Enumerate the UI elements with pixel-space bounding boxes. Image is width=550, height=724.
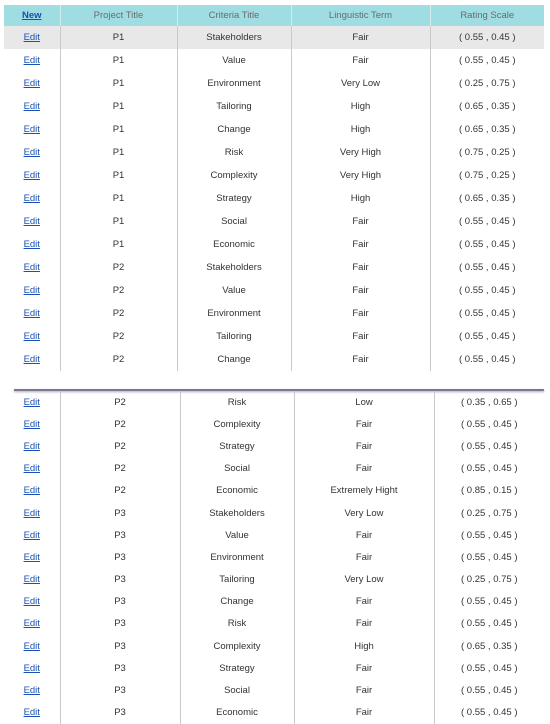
project-title-cell: P1 (60, 164, 177, 187)
project-title-cell: P1 (60, 233, 177, 256)
linguistic-term-cell: Fair (291, 210, 430, 233)
edit-link[interactable]: Edit (23, 618, 40, 630)
edit-link[interactable]: Edit (23, 507, 40, 519)
edit-link[interactable]: Edit (23, 418, 40, 430)
rating-scale-cell: ( 0.55 , 0.45 ) (460, 440, 518, 452)
project-title-cell: P3 (60, 524, 180, 546)
criteria-title-cell: Economic (177, 233, 291, 256)
edit-link[interactable]: Edit (23, 170, 40, 181)
project-title-cell: P3 (60, 657, 180, 679)
project-title-cell: P3 (60, 613, 180, 635)
rating-scale-cell: ( 0.55 , 0.45 ) (460, 596, 518, 608)
criteria-title-cell: Social (177, 210, 291, 233)
linguistic-term-cell: Very High (291, 164, 430, 187)
edit-link[interactable]: Edit (23, 707, 40, 719)
criteria-title-cell: Value (177, 279, 291, 302)
rating-scale-cell: ( 0.35 , 0.65 ) (460, 396, 518, 408)
linguistic-term-cell: Fair (294, 591, 434, 613)
project-title-cell: P1 (60, 72, 177, 95)
edit-cell (4, 233, 60, 256)
table-row (4, 187, 544, 210)
linguistic-term-cell: High (291, 118, 430, 141)
linguistic-term-cell: Fair (294, 613, 434, 635)
criteria-title-cell: Tailoring (180, 569, 294, 591)
edit-cell (4, 679, 60, 701)
table-row (4, 210, 544, 233)
linguistic-term-cell: High (294, 635, 434, 657)
project-title-cell: P2 (60, 256, 177, 279)
project-title-cell: P1 (60, 95, 177, 118)
linguistic-term-cell: High (291, 187, 430, 210)
project-title-cell: P3 (60, 679, 180, 701)
table-row (4, 95, 544, 118)
criteria-title-cell: Stakeholders (177, 256, 291, 279)
project-title-cell: P3 (60, 702, 180, 724)
criteria-title-cell: Economic (180, 702, 294, 724)
criteria-title-cell: Economic (180, 480, 294, 502)
rating-scale-cell: ( 0.55 , 0.45 ) (458, 55, 516, 66)
project-title-cell: P2 (60, 435, 180, 457)
table-row (4, 325, 544, 348)
rating-scale-cell: ( 0.55 , 0.45 ) (460, 685, 518, 697)
rating-scale-cell: ( 0.65 , 0.35 ) (458, 193, 516, 204)
linguistic-term-cell: Fair (294, 702, 434, 724)
linguistic-term-cell: Fair (291, 302, 430, 325)
edit-link[interactable]: Edit (23, 331, 40, 342)
criteria-title-cell: Risk (180, 391, 294, 413)
table-row (4, 49, 544, 72)
edit-cell (4, 256, 60, 279)
edit-cell (4, 635, 60, 657)
linguistic-term-cell: Fair (294, 546, 434, 568)
table-row (4, 458, 544, 480)
edit-cell (4, 72, 60, 95)
criteria-title-cell: Strategy (180, 435, 294, 457)
edit-cell (4, 702, 60, 724)
edit-cell (4, 279, 60, 302)
project-title-cell: P1 (60, 118, 177, 141)
linguistic-term-cell: Very Low (294, 569, 434, 591)
project-title-cell: P2 (60, 279, 177, 302)
new-column-header (4, 5, 60, 26)
edit-cell (4, 210, 60, 233)
edit-link[interactable]: Edit (23, 78, 40, 89)
edit-link[interactable]: Edit (23, 124, 40, 135)
project-title-cell: P1 (60, 26, 177, 49)
project-title-cell: P2 (60, 413, 180, 435)
criteria-title-cell: Value (177, 49, 291, 72)
criteria-title-cell: Stakeholders (180, 502, 294, 524)
edit-cell (4, 569, 60, 591)
edit-cell (4, 187, 60, 210)
table-row (4, 635, 544, 657)
linguistic-term-cell: Very Low (294, 502, 434, 524)
table-row (4, 233, 544, 256)
rating-scale-cell: ( 0.55 , 0.45 ) (460, 418, 518, 430)
criteria-title-cell: Risk (177, 141, 291, 164)
linguistic-term-cell: High (291, 95, 430, 118)
criteria-title-cell: Social (180, 679, 294, 701)
rating-scale-cell: ( 0.25 , 0.75 ) (460, 507, 518, 519)
rating-scale-cell: ( 0.55 , 0.45 ) (458, 216, 516, 227)
criteria-title-cell: Value (180, 524, 294, 546)
criteria-title-cell: Complexity (180, 635, 294, 657)
edit-link[interactable]: Edit (23, 308, 40, 319)
table-row (4, 502, 544, 524)
rating-scale-cell: ( 0.75 , 0.25 ) (458, 170, 516, 181)
table-row (4, 72, 544, 95)
project-title-cell: P1 (60, 187, 177, 210)
criteria-title-cell: Environment (177, 302, 291, 325)
linguistic-term-cell: Fair (294, 458, 434, 480)
criteria-title-cell: Stakeholders (177, 26, 291, 49)
edit-cell (4, 480, 60, 502)
edit-cell (4, 348, 60, 371)
project-title-cell: P3 (60, 546, 180, 568)
criteria-title-cell: Environment (177, 72, 291, 95)
project-title-header[interactable]: Project Title (60, 5, 177, 26)
linguistic-term-cell: Fair (291, 279, 430, 302)
table-row (4, 591, 544, 613)
edit-link[interactable]: Edit (23, 685, 40, 697)
edit-link[interactable]: Edit (23, 32, 40, 43)
linguistic-term-cell: Very Low (291, 72, 430, 95)
rating-scale-cell: ( 0.65 , 0.35 ) (458, 124, 516, 135)
linguistic-term-cell: Fair (291, 325, 430, 348)
criteria-title-cell: Change (177, 348, 291, 371)
table-row (4, 391, 544, 413)
rating-scale-header[interactable]: Rating Scale (430, 5, 544, 26)
table-row (4, 118, 544, 141)
linguistic-term-cell: Very High (291, 141, 430, 164)
edit-link[interactable]: Edit (23, 101, 40, 112)
project-title-cell: P2 (60, 348, 177, 371)
rating-scale-cell: ( 0.55 , 0.45 ) (458, 354, 516, 365)
rating-scale-cell: ( 0.65 , 0.35 ) (460, 640, 518, 652)
table-row (4, 164, 544, 187)
table-row (4, 546, 544, 568)
project-title-cell: P3 (60, 635, 180, 657)
edit-link[interactable]: Edit (23, 574, 40, 586)
edit-link[interactable]: Edit (23, 596, 40, 608)
edit-link[interactable]: Edit (23, 396, 40, 408)
new-link[interactable]: New (21, 10, 42, 21)
ratings-table-top (4, 5, 544, 371)
edit-cell (4, 95, 60, 118)
table-row (4, 279, 544, 302)
linguistic-term-cell: Fair (291, 256, 430, 279)
edit-link[interactable]: Edit (23, 55, 40, 66)
project-title-cell: P2 (60, 302, 177, 325)
table-row (4, 302, 544, 325)
edit-cell (4, 164, 60, 187)
edit-cell (4, 524, 60, 546)
project-title-cell: P3 (60, 502, 180, 524)
edit-link[interactable]: Edit (23, 485, 40, 497)
edit-cell (4, 458, 60, 480)
project-title-cell: P2 (60, 458, 180, 480)
rating-scale-cell: ( 0.55 , 0.45 ) (458, 285, 516, 296)
ratings-table-bottom (4, 391, 544, 724)
rating-scale-cell: ( 0.55 , 0.45 ) (430, 26, 544, 49)
rating-scale-cell: ( 0.55 , 0.45 ) (460, 618, 518, 630)
linguistic-term-cell: Low (294, 391, 434, 413)
rating-scale-cell: ( 0.65 , 0.35 ) (458, 101, 516, 112)
edit-link[interactable]: Edit (23, 440, 40, 452)
project-title-cell: P1 (60, 210, 177, 233)
table-row (4, 613, 544, 635)
project-title-cell: P1 (60, 141, 177, 164)
edit-link[interactable]: Edit (23, 262, 40, 273)
edit-cell (4, 613, 60, 635)
linguistic-term-cell: Fair (291, 26, 430, 49)
criteria-title-cell: Change (180, 591, 294, 613)
criteria-title-cell: Complexity (177, 164, 291, 187)
edit-link[interactable]: Edit (23, 529, 40, 541)
rating-scale-cell: ( 0.25 , 0.75 ) (460, 574, 518, 586)
rating-scale-cell: ( 0.55 , 0.45 ) (458, 262, 516, 273)
edit-link[interactable]: Edit (23, 147, 40, 158)
project-title-cell: P2 (60, 480, 180, 502)
linguistic-term-header[interactable]: Linguistic Term (291, 5, 430, 26)
edit-cell (4, 413, 60, 435)
linguistic-term-cell: Fair (291, 49, 430, 72)
criteria-title-cell: Tailoring (177, 95, 291, 118)
project-title-cell: P2 (60, 391, 180, 413)
project-title-cell: P3 (60, 591, 180, 613)
edit-cell (4, 657, 60, 679)
criteria-title-cell: Strategy (180, 657, 294, 679)
edit-cell (4, 325, 60, 348)
rating-scale-cell: ( 0.55 , 0.45 ) (460, 662, 518, 674)
table-row (4, 657, 544, 679)
linguistic-term-cell: Fair (294, 413, 434, 435)
rating-scale-cell: ( 0.55 , 0.45 ) (460, 529, 518, 541)
table-row (4, 348, 544, 371)
table-row (4, 26, 544, 49)
linguistic-term-cell: Fair (294, 679, 434, 701)
rating-scale-cell: ( 0.85 , 0.15 ) (460, 485, 518, 497)
rating-scale-cell: ( 0.55 , 0.45 ) (460, 551, 518, 563)
rating-scale-cell: ( 0.55 , 0.45 ) (458, 308, 516, 319)
edit-link[interactable]: Edit (23, 285, 40, 296)
edit-cell (4, 502, 60, 524)
table-row (4, 569, 544, 591)
project-title-cell: P3 (60, 569, 180, 591)
rating-scale-cell: ( 0.55 , 0.45 ) (458, 331, 516, 342)
edit-cell (4, 546, 60, 568)
table-row (4, 435, 544, 457)
linguistic-term-cell: Fair (294, 657, 434, 679)
table-row (4, 256, 544, 279)
linguistic-term-cell: Fair (294, 524, 434, 546)
rating-scale-cell: ( 0.75 , 0.25 ) (458, 147, 516, 158)
linguistic-term-cell: Fair (294, 435, 434, 457)
table-header-row (4, 5, 544, 26)
edit-cell (4, 49, 60, 72)
table-row (4, 141, 544, 164)
edit-cell (4, 302, 60, 325)
edit-link[interactable]: Edit (23, 551, 40, 563)
rating-scale-cell: ( 0.55 , 0.45 ) (460, 707, 518, 719)
rating-scale-cell: ( 0.55 , 0.45 ) (460, 463, 518, 475)
criteria-title-cell: Change (177, 118, 291, 141)
table-row (4, 679, 544, 701)
edit-link[interactable]: Edit (23, 239, 40, 250)
linguistic-term-cell: Fair (291, 233, 430, 256)
criteria-title-cell: Environment (180, 546, 294, 568)
table-row (4, 702, 544, 724)
criteria-title-cell: Social (180, 458, 294, 480)
edit-link[interactable]: Edit (23, 640, 40, 652)
table-row (4, 413, 544, 435)
table-row (4, 524, 544, 546)
criteria-title-cell: Complexity (180, 413, 294, 435)
linguistic-term-cell: Extremely Hight (294, 480, 434, 502)
project-title-cell: P1 (60, 49, 177, 72)
edit-link[interactable]: Edit (23, 354, 40, 365)
edit-link[interactable]: Edit (23, 216, 40, 227)
linguistic-term-cell: Fair (291, 348, 430, 371)
edit-cell (4, 141, 60, 164)
edit-cell (4, 391, 60, 413)
project-title-cell: P2 (60, 325, 177, 348)
edit-link[interactable]: Edit (23, 662, 40, 674)
edit-cell (4, 435, 60, 457)
edit-link[interactable]: Edit (23, 193, 40, 204)
edit-cell (4, 591, 60, 613)
rating-scale-cell: ( 0.25 , 0.75 ) (458, 78, 516, 89)
criteria-title-header[interactable]: Criteria Title (177, 5, 291, 26)
rating-scale-cell: ( 0.55 , 0.45 ) (458, 239, 516, 250)
criteria-title-cell: Strategy (177, 187, 291, 210)
edit-cell (4, 118, 60, 141)
criteria-title-cell: Risk (180, 613, 294, 635)
table-row (4, 480, 544, 502)
edit-cell (4, 26, 60, 49)
criteria-title-cell: Tailoring (177, 325, 291, 348)
edit-link[interactable]: Edit (23, 463, 40, 475)
